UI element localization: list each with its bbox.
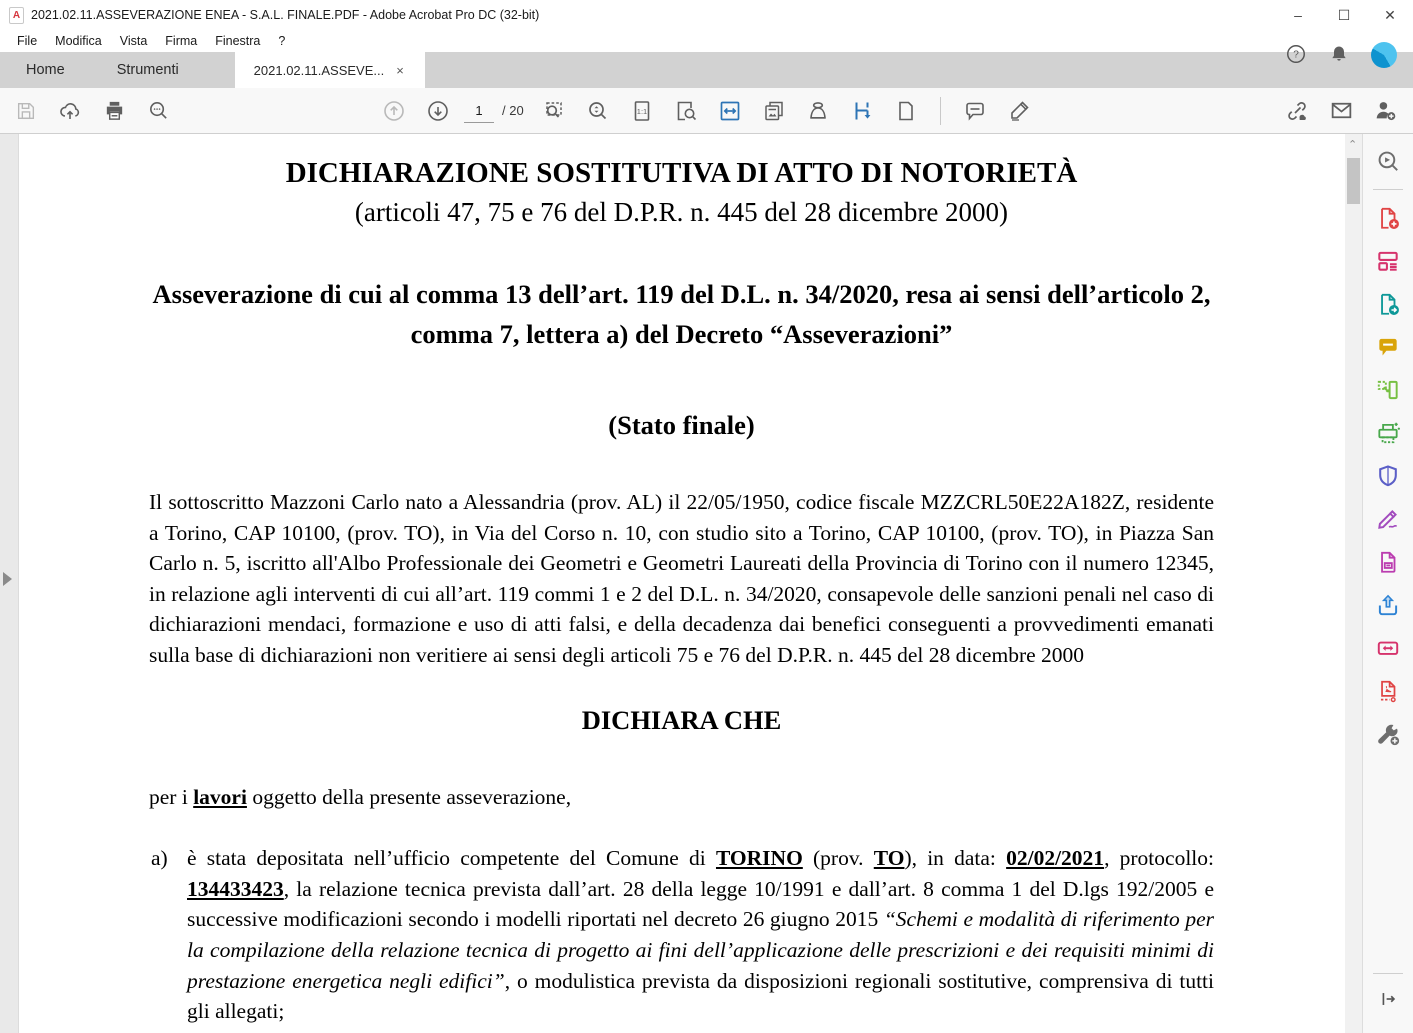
scrolling-mode-icon[interactable]: [844, 93, 880, 129]
tab-strumenti[interactable]: Strumenti: [116, 62, 179, 78]
rail-divider: [1373, 189, 1403, 190]
hand-tool-icon[interactable]: [800, 93, 836, 129]
tab-bar: [0, 52, 1413, 88]
actual-size-icon[interactable]: [624, 93, 660, 129]
export-pdf-icon[interactable]: [1371, 287, 1405, 321]
maximize-icon[interactable]: ☐: [1337, 6, 1351, 23]
vertical-scrollbar[interactable]: [1345, 134, 1362, 1033]
doc-title: DICHIARAZIONE SOSTITUTIVA DI ATTO DI NOTORIETÀ: [285, 157, 1078, 189]
share-send-icon[interactable]: [1371, 588, 1405, 622]
avatar[interactable]: [1371, 42, 1397, 68]
doc-dichiara-che: DICHIARA CHE: [581, 704, 782, 735]
bell-icon[interactable]: [1329, 43, 1349, 68]
save-icon[interactable]: [8, 93, 44, 129]
menu-vista[interactable]: Vista: [119, 34, 148, 48]
svg-text:?: ?: [1293, 49, 1299, 61]
doc-heading: Asseverazione di cui al comma 13 dell’art. 119 del D.L. n. 34/2020, resa ai sensi dell’articolo 2, comma 7, lettera a) del Decreto “Asseverazioni”: [152, 279, 1211, 349]
fill-sign-icon[interactable]: [1371, 502, 1405, 536]
toolbar: [0, 88, 1413, 134]
toolbar-separator: [940, 97, 941, 125]
single-page-view-icon[interactable]: [888, 93, 924, 129]
marquee-zoom-icon[interactable]: [536, 93, 572, 129]
scan-ocr-icon[interactable]: [1371, 416, 1405, 450]
add-person-icon[interactable]: [1367, 93, 1403, 129]
prepare-form-icon[interactable]: [1371, 545, 1405, 579]
doc-intro-paragraph: Il sottoscritto Mazzoni Carlo nato a Alessandria (prov. AL) il 22/05/1950, codice fiscale MZZCRL50E22A182Z, residente a Torino, CAP 10100, (prov. TO), in Via del Corso n. 10, con studio sito a Torino, CAP 10100, (prov. TO), in Piazza San Carlo n. 5, iscritto all'Albo Professionale dei Geometri e Geometri Laureati della Provincia di Torino con il numero 12345, in relazione agli interventi di cui all’art. 119 commi 1 e 2 del D.L. n. 34/2020, consapevole delle sanzioni penali nel caso di dichiarazioni mendaci, formazione e uso di atti falsi, e della decadenza dai benefici conseguenti a provvedimenti emanati sulla base di dichiarazioni non veritiere ai sensi degli articoli 75 e 76 del D.P.R. n. 445 del 28 dicembre 2000: [149, 490, 1214, 667]
doc-item-a: [149, 843, 1214, 1027]
tab-document-label: 2021.02.11.ASSEVE...: [253, 62, 385, 78]
reading-view-icon[interactable]: [756, 93, 792, 129]
protect-icon[interactable]: [1371, 459, 1405, 493]
window-title: 2021.02.11.ASSEVERAZIONE ENEA - S.A.L. FINALE.PDF - Adobe Acrobat Pro DC (32-bit): [31, 8, 540, 22]
tab-close-icon[interactable]: ×: [396, 62, 404, 78]
help-icon[interactable]: [1285, 43, 1307, 68]
menu-bar: [0, 30, 1413, 61]
next-page-icon[interactable]: [420, 93, 456, 129]
search-icon[interactable]: [140, 93, 176, 129]
doc-per-lavori-line: per i lavori oggetto della presente asseverazione,: [149, 784, 572, 809]
rail-bottom-divider: [1373, 973, 1403, 974]
menu-firma[interactable]: Firma: [165, 34, 198, 48]
page-total-label: / 20: [502, 103, 524, 118]
organize-pages-icon[interactable]: [1371, 373, 1405, 407]
prev-page-icon[interactable]: [376, 93, 412, 129]
menu-modifica[interactable]: Modifica: [55, 34, 102, 48]
menu-finestra[interactable]: Finestra: [215, 34, 261, 48]
highlighter-icon[interactable]: [1001, 93, 1037, 129]
cloud-upload-icon[interactable]: [52, 93, 88, 129]
menu-file[interactable]: File: [17, 34, 38, 48]
create-pdf-icon[interactable]: [1371, 201, 1405, 235]
scrollbar-thumb[interactable]: [1347, 158, 1360, 204]
tab-document[interactable]: [235, 52, 425, 88]
fit-page-icon[interactable]: [668, 93, 704, 129]
combine-files-icon[interactable]: [1371, 244, 1405, 278]
content-area: [0, 134, 1413, 1033]
fit-width-icon[interactable]: [712, 93, 748, 129]
zoom-dropdown-icon[interactable]: [580, 93, 616, 129]
search-tools-icon[interactable]: [1371, 144, 1405, 178]
comment-bubble-icon[interactable]: [957, 93, 993, 129]
minimize-icon[interactable]: –: [1294, 7, 1302, 23]
print-icon[interactable]: [96, 93, 132, 129]
share-link-icon[interactable]: [1279, 93, 1315, 129]
more-tools-icon[interactable]: [1371, 717, 1405, 751]
left-panel-strip: [0, 134, 19, 1033]
page-number-input[interactable]: [464, 99, 494, 123]
comment-tool-icon[interactable]: [1371, 330, 1405, 364]
scroll-up-icon[interactable]: ⌃: [1348, 139, 1358, 151]
close-icon[interactable]: ✕: [1384, 6, 1396, 23]
doc-item-a-marker: a): [151, 846, 168, 871]
tab-home[interactable]: Home: [26, 62, 65, 78]
doc-stato-finale: (Stato finale): [608, 410, 755, 440]
expand-panel-icon[interactable]: [1371, 982, 1405, 1016]
menu-help[interactable]: ?: [278, 34, 286, 48]
email-icon[interactable]: [1323, 93, 1359, 129]
doc-subtitle: (articoli 47, 75 e 76 del D.P.R. n. 445 del 28 dicembre 2000): [354, 197, 1009, 227]
pdf-file-icon: A: [9, 7, 24, 24]
document-page: [19, 134, 1345, 1033]
tools-panel: [1362, 134, 1413, 1033]
title-bar: [0, 0, 1413, 30]
doc-item-a-text: è stata depositata nell’ufficio competente del Comune di TORINO (prov. TO), in data: 02/02/2021, protocollo: 134433423, la relazione tecnica prevista dall’art. 28 della legge 10/1991 e dall’art. 8 comma 1 del D.lgs 192/2005 e successive modificazioni secondo i modelli riportati nel decreto 26 giugno 2015 “Schemi e modalità di riferimento per la compilazione della relazione tecnica di progetto ai fini dell’applicazione delle prescrizioni e dei requisiti minimi di prestazione energetica negli edifici”, o modulistica prevista da disposizioni regionali sostitutive, comprensiva di tutti gli allegati;: [187, 846, 1214, 1024]
compress-pdf-icon[interactable]: [1371, 631, 1405, 665]
pdf-standards-icon[interactable]: [1371, 674, 1405, 708]
expand-left-panel-icon[interactable]: [3, 572, 12, 586]
svg-text:1:1: 1:1: [636, 106, 647, 116]
